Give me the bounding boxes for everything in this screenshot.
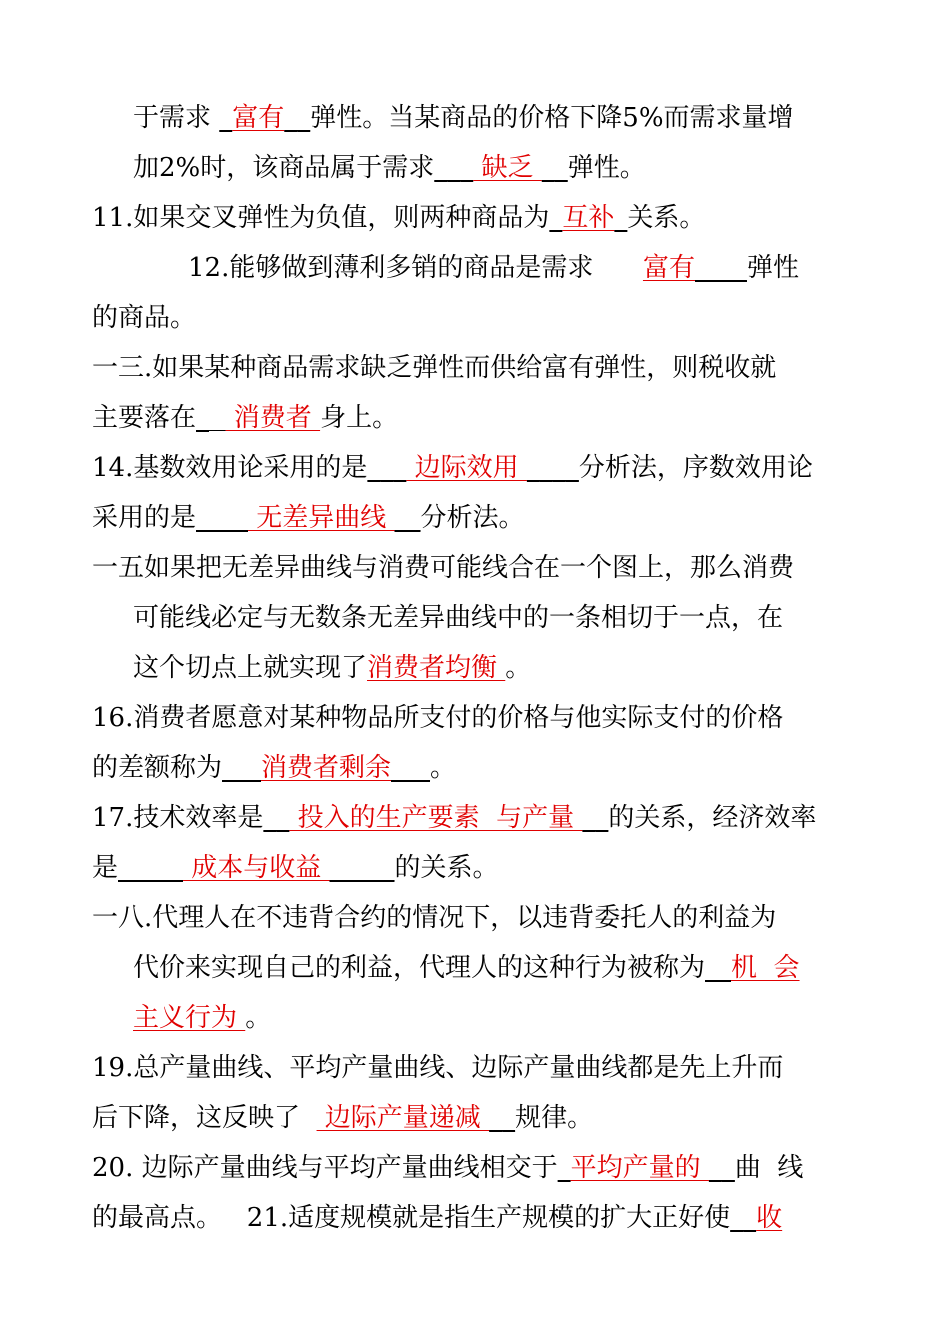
answer-text: 无差异曲线 bbox=[248, 503, 395, 533]
text-line: 一五如果把无差异曲线与消费可能线合在一个图上，那么消费 bbox=[92, 553, 795, 583]
answer-text: 主义行为 bbox=[133, 1003, 246, 1033]
text-line: 加2%时，该商品属于需求___ 缺乏 __弹性。 bbox=[133, 153, 646, 183]
answer-text: 成本与收益 bbox=[183, 853, 330, 883]
answer-text: 边际效用 bbox=[406, 453, 527, 483]
text-line: 14.基数效用论采用的是___ 边际效用 ____分析法，序数效用论 bbox=[92, 453, 813, 483]
answer-text: 平均产量的 bbox=[570, 1153, 709, 1183]
text-line: 20. 边际产量曲线与平均产量曲线相交于_平均产量的 __曲 线 bbox=[92, 1153, 804, 1183]
text-line: 可能线必定与无数条无差异曲线中的一条相切于一点，在 bbox=[133, 603, 784, 633]
answer-text: 投入的生产要素 与产量 bbox=[289, 803, 583, 833]
answer-text: 边际产量递减 bbox=[316, 1103, 490, 1133]
text-line: 12.能够做到薄利多销的商品是需求 富有____弹性 bbox=[188, 253, 799, 283]
answer-text: 消费者均衡 bbox=[367, 653, 506, 683]
text-line: 的最高点。 21.适度规模就是指生产规模的扩大正好使__收 bbox=[92, 1203, 783, 1233]
answer-text: 机 会 bbox=[731, 953, 800, 983]
text-line: 一三.如果某种商品需求缺乏弹性而供给富有弹性，则税收就 bbox=[92, 353, 777, 383]
answer-text: 互补 bbox=[562, 203, 615, 233]
text-line: 代价来实现自己的利益，代理人的这种行为被称为__机 会 bbox=[133, 953, 800, 983]
text-line: 这个切点上就实现了消费者均衡 。 bbox=[133, 653, 532, 683]
answer-text: 消费者剩余 bbox=[261, 753, 392, 783]
text-line: 19.总产量曲线、平均产量曲线、边际产量曲线都是先上升而 bbox=[92, 1053, 784, 1083]
answer-text: 富有 bbox=[642, 253, 695, 283]
text-line: 一八.代理人在不违背合约的情况下，以违背委托人的利益为 bbox=[92, 903, 777, 933]
text-line: 主要落在_ 消费者 身上。 bbox=[92, 403, 399, 433]
text-line: 后下降，这反映了 边际产量递减 __规律。 bbox=[92, 1103, 594, 1133]
answer-text: 消费者 bbox=[225, 403, 321, 433]
text-line: 是_____ 成本与收益 _____的关系。 bbox=[92, 853, 499, 883]
text-line: 的商品。 bbox=[92, 303, 197, 333]
text-line: 于需求 _富有__弹性。当某商品的价格下降5%而需求量增 bbox=[133, 103, 794, 133]
text-line: 的差额称为___消费者剩余___。 bbox=[92, 753, 457, 783]
text-line: 11.如果交叉弹性为负值，则两种商品为_互补_关系。 bbox=[92, 203, 706, 233]
text-line: 17.技术效率是__ 投入的生产要素 与产量 __的关系，经济效率 bbox=[92, 803, 817, 833]
answer-text: 富有 bbox=[232, 103, 285, 133]
text-line: 采用的是____ 无差异曲线 __分析法。 bbox=[92, 503, 525, 533]
text-line: 16.消费者愿意对某种物品所支付的价格与他实际支付的价格 bbox=[92, 703, 784, 733]
answer-text: 缺乏 bbox=[473, 153, 542, 183]
answer-text: 收 bbox=[756, 1203, 783, 1233]
text-line: 主义行为 。 bbox=[133, 1003, 272, 1033]
